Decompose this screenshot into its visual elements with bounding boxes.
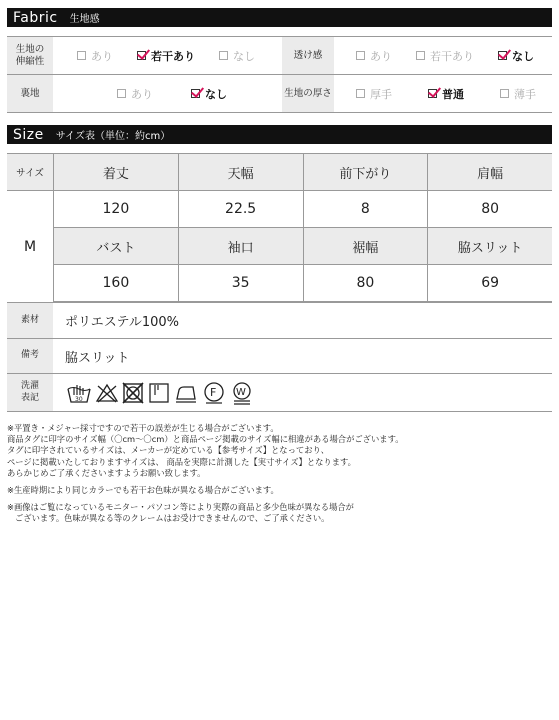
fabric-row [7, 37, 552, 75]
checkbox-icon [498, 51, 507, 60]
checkbox-icon [416, 51, 425, 60]
fabric-title-en: Fabric [13, 9, 58, 26]
size-header-cell: 肩幅 [427, 154, 552, 190]
thickness-options [334, 75, 552, 112]
note-line: ページに掲載いたしておりますサイズは、 商品を実際に計測した【実寸サイズ】となります。 [7, 456, 356, 467]
notes-row [7, 339, 552, 374]
size-title-jp: サイズ表（単位：約cm） [55, 131, 171, 142]
note-line: ※画像はご覧になっているモニター・パソコン等により実際の商品と多少色味が異なる場合が [7, 502, 354, 513]
size-value-cell: 35 [178, 265, 303, 301]
checkbox-icon [219, 51, 228, 60]
size-header-cell: 裾幅 [303, 228, 428, 264]
wet-clean-w-icon [229, 381, 255, 405]
fabric-section-header [7, 8, 552, 27]
checkbox-icon [77, 51, 86, 60]
size-value-cell: 80 [427, 191, 552, 227]
material-label: 素材 [7, 303, 53, 338]
transparency-label: 透け感 [282, 37, 334, 74]
size-header-cell: 袖口 [178, 228, 303, 264]
size-header-cell: 着丈 [53, 154, 178, 190]
notes-value: 脇スリット [65, 350, 130, 366]
note-line: あらかじめご了承くださいますようお願い致します。 [7, 467, 206, 478]
transparency-option[interactable]: 若干あり [416, 48, 498, 64]
checkbox-icon [428, 89, 437, 98]
wash-label: 洗濯 表記 [7, 374, 53, 411]
size-table [7, 153, 552, 302]
notes-label: 備考 [7, 339, 53, 373]
note-line: ※平置き・メジャー採寸ですので若干の誤差が生じる場合がございます。 [7, 423, 279, 433]
size-header-cell: 天幅 [178, 154, 303, 190]
dry-clean-f-icon [201, 381, 227, 405]
size-section-header [7, 125, 552, 144]
size-value-cell: 8 [303, 191, 428, 227]
size-label-m: M [7, 192, 53, 302]
size-value-cell: 160 [53, 265, 178, 301]
iron-low-icon [173, 381, 199, 405]
transparency-option[interactable]: なし [498, 48, 534, 64]
checkbox-icon [137, 51, 146, 60]
size-header-cell: 前下がり [303, 154, 428, 190]
disclaimer-notes [7, 423, 552, 525]
line-dry-icon [147, 381, 171, 405]
hand-wash-30-icon [65, 381, 93, 405]
lining-option[interactable]: あり [117, 86, 191, 102]
svg-text:F: F [210, 385, 217, 399]
fabric-row [7, 75, 552, 113]
fabric-title-jp: 生地感 [69, 14, 100, 25]
size-value-row [7, 265, 552, 302]
fabric-table [7, 36, 552, 113]
size-header-cell: 脇スリット [427, 228, 552, 264]
size-value-cell: 69 [427, 265, 552, 301]
stretch-option[interactable]: あり [77, 48, 137, 64]
stretch-label: 生地の 伸縮性 [7, 37, 53, 74]
size-value-cell: 22.5 [178, 191, 303, 227]
material-row [7, 303, 552, 339]
note-line: ございます。色味が異なる等のクレームはお受けできませんので、ご了承ください。 [15, 513, 330, 524]
note-line: タグに印字されているサイズは、メーカーが定めている【参考サイズ】となっており、 [7, 445, 330, 456]
material-value: ポリエステル100% [65, 315, 179, 330]
no-tumble-dry-icon [121, 381, 145, 405]
size-header-cell: バスト [53, 228, 178, 264]
size-value-row [7, 191, 552, 228]
size-value-cell: 120 [53, 191, 178, 227]
thickness-option[interactable]: 厚手 [356, 86, 428, 102]
stretch-option[interactable]: 若干あり [137, 48, 219, 64]
info-table [7, 302, 552, 412]
lining-option[interactable]: なし [191, 86, 227, 102]
wash-row [7, 374, 552, 412]
note-line: 商品タグに印字のサイズ幅（〇cm〜〇cm）と商品ページ掲載のサイズ幅に相違がある場合がございます。 [7, 434, 404, 445]
checkbox-icon [356, 51, 365, 60]
checkbox-icon [356, 89, 365, 98]
transparency-options [334, 37, 552, 74]
size-corner-label: サイズ [7, 154, 53, 190]
thickness-option[interactable]: 薄手 [500, 86, 536, 102]
no-bleach-icon [95, 381, 119, 405]
checkbox-icon [500, 89, 509, 98]
lining-options [53, 75, 282, 112]
size-header-row [7, 228, 552, 265]
transparency-option[interactable]: あり [356, 48, 416, 64]
size-header-row [7, 154, 552, 191]
size-value-cell: 80 [303, 265, 428, 301]
stretch-options [53, 37, 282, 74]
thickness-option[interactable]: 普通 [428, 86, 500, 102]
care-symbols [53, 374, 255, 411]
checkbox-icon [191, 89, 200, 98]
lining-label: 裏地 [7, 75, 53, 112]
size-title-en: Size [13, 126, 44, 143]
svg-text:30: 30 [75, 395, 83, 403]
svg-text:W: W [236, 386, 246, 398]
note-line: ※生産時期により同じカラーでも若干お色味が異なる場合がございます。 [7, 485, 279, 496]
stretch-option[interactable]: なし [219, 48, 255, 64]
checkbox-icon [117, 89, 126, 98]
thickness-label: 生地の厚さ [282, 75, 334, 112]
